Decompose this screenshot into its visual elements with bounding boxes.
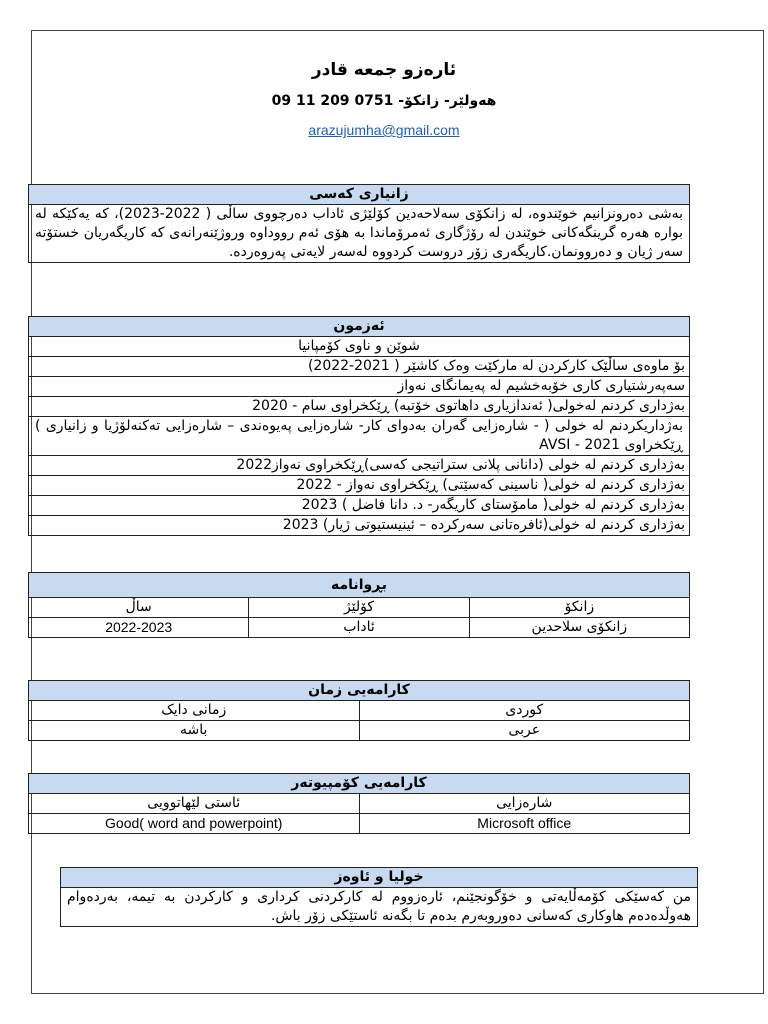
section-title: ئەزمون <box>29 317 690 337</box>
table-cell: عربی <box>359 721 690 741</box>
experience-row: سەپەرشتیاری کاری خۆبەخشیم لە پەیمانگای نەواز <box>29 377 690 397</box>
applicant-name: ئارەزو جمعە قادر <box>311 60 457 80</box>
experience-row: بەژداری کردنم لە خولی( مامۆستای کاریگەر- د. دانا فاضل ) 2023 <box>29 496 690 516</box>
experience-row: بەژداری کردنم لە خولی (دانانی پلانی ستراتیجی کەسی)ڕێکخراوی نەواز2022 <box>29 456 690 476</box>
table-cell: 2022-2023 <box>29 618 249 638</box>
section-title: بڕوانامە <box>29 573 690 598</box>
certificates-section <box>28 572 690 638</box>
table-cell: شارەزایی <box>359 794 690 814</box>
experience-row: بەژداریکردنم لە خولی ( - شارەزایی گەران بەدوای کار- شارەزایی پەیوەندی – شارەزایی تەکنەلۆژیا و زانیاری ) ڕێکخراوی AVSI - 2021 <box>29 417 690 456</box>
experience-row: بەژداری کردنم لەخولی( ئەندازیاری داهاتوی خۆتبە) ڕێکخراوی سام - 2020 <box>29 397 690 417</box>
table-cell: زمانی دایک <box>29 701 360 721</box>
table-cell: Good( word and powerpoint) <box>29 814 360 834</box>
email-link[interactable]: arazujumha@gmail.com <box>308 122 460 138</box>
section-title: کارامەیی زمان <box>29 681 690 701</box>
experience-row: شوێن و ناوی کۆمپانیا <box>29 337 690 357</box>
table-cell: Microsoft office <box>359 814 690 834</box>
section-title: کارامەیی کۆمپیوتەر <box>29 774 690 794</box>
hobbies-section <box>60 867 698 927</box>
table-cell: زانکۆی سلاحدین <box>469 618 689 638</box>
section-title: زانیاری کەسی <box>29 185 690 205</box>
header-cell: کۆلێژ <box>249 598 469 618</box>
hobbies-text: من کەسێکی کۆمەڵایەتی و خۆگونجێنم، ئارەزووم لە کارکردنی کرداری و کارکردن بە تیمە، بەردەوام هەوڵدەدەم هاوکاری کەسانی دەوروبەرم بدەم تا بگەنە ئاستێکی زۆر باش. <box>67 889 691 924</box>
computer-section <box>28 773 690 834</box>
experience-row: بەژداری کردنم لە خولی(ئافرەتانی سەرکردە – ئینیستیوتی ژیار) 2023 <box>29 516 690 536</box>
header-cell: زانکۆ <box>469 598 689 618</box>
profile-text: بەشی دەرونزانیم خوێندوە، لە زانکۆی سەلاحەدین کۆلێژی ئاداب دەرچووی ساڵی ( 2022-2023)، کە یەکێکە لە بوارە هەرە گرینگەکانی خوێندن لە رۆژگاری ئەمرۆماندا بە هۆی ئەم رووداوە وروژێنەرانەی کە کاریگەریان خستۆتە سەر ژیان و دەروونمان.کاریگەری زۆر دروست کردووە لەسەر لایەتی پەروەردە. <box>29 205 690 263</box>
experience-section <box>28 316 690 536</box>
table-cell: کوردی <box>359 701 690 721</box>
table-cell: ئاستی لێهاتوویی <box>29 794 360 814</box>
header-cell: ساڵ <box>29 598 249 618</box>
profile-section <box>28 184 690 263</box>
section-title: خولیا و ئاوەز <box>61 868 698 888</box>
table-cell: ئاداب <box>249 618 469 638</box>
languages-section <box>28 680 690 741</box>
table-cell: باشە <box>29 721 360 741</box>
experience-row: بۆ ماوەی ساڵێک کارکردن لە مارکێت وەک کاشێر ( 2021-2022) <box>29 357 690 377</box>
contact-line: هەولێر- زانکۆ- 0751 209 11 09 <box>271 93 497 109</box>
experience-row: بەژداری کردنم لە خولی( ناسینی کەسێتی) ڕێکخراوی نەواز - 2022 <box>29 476 690 496</box>
